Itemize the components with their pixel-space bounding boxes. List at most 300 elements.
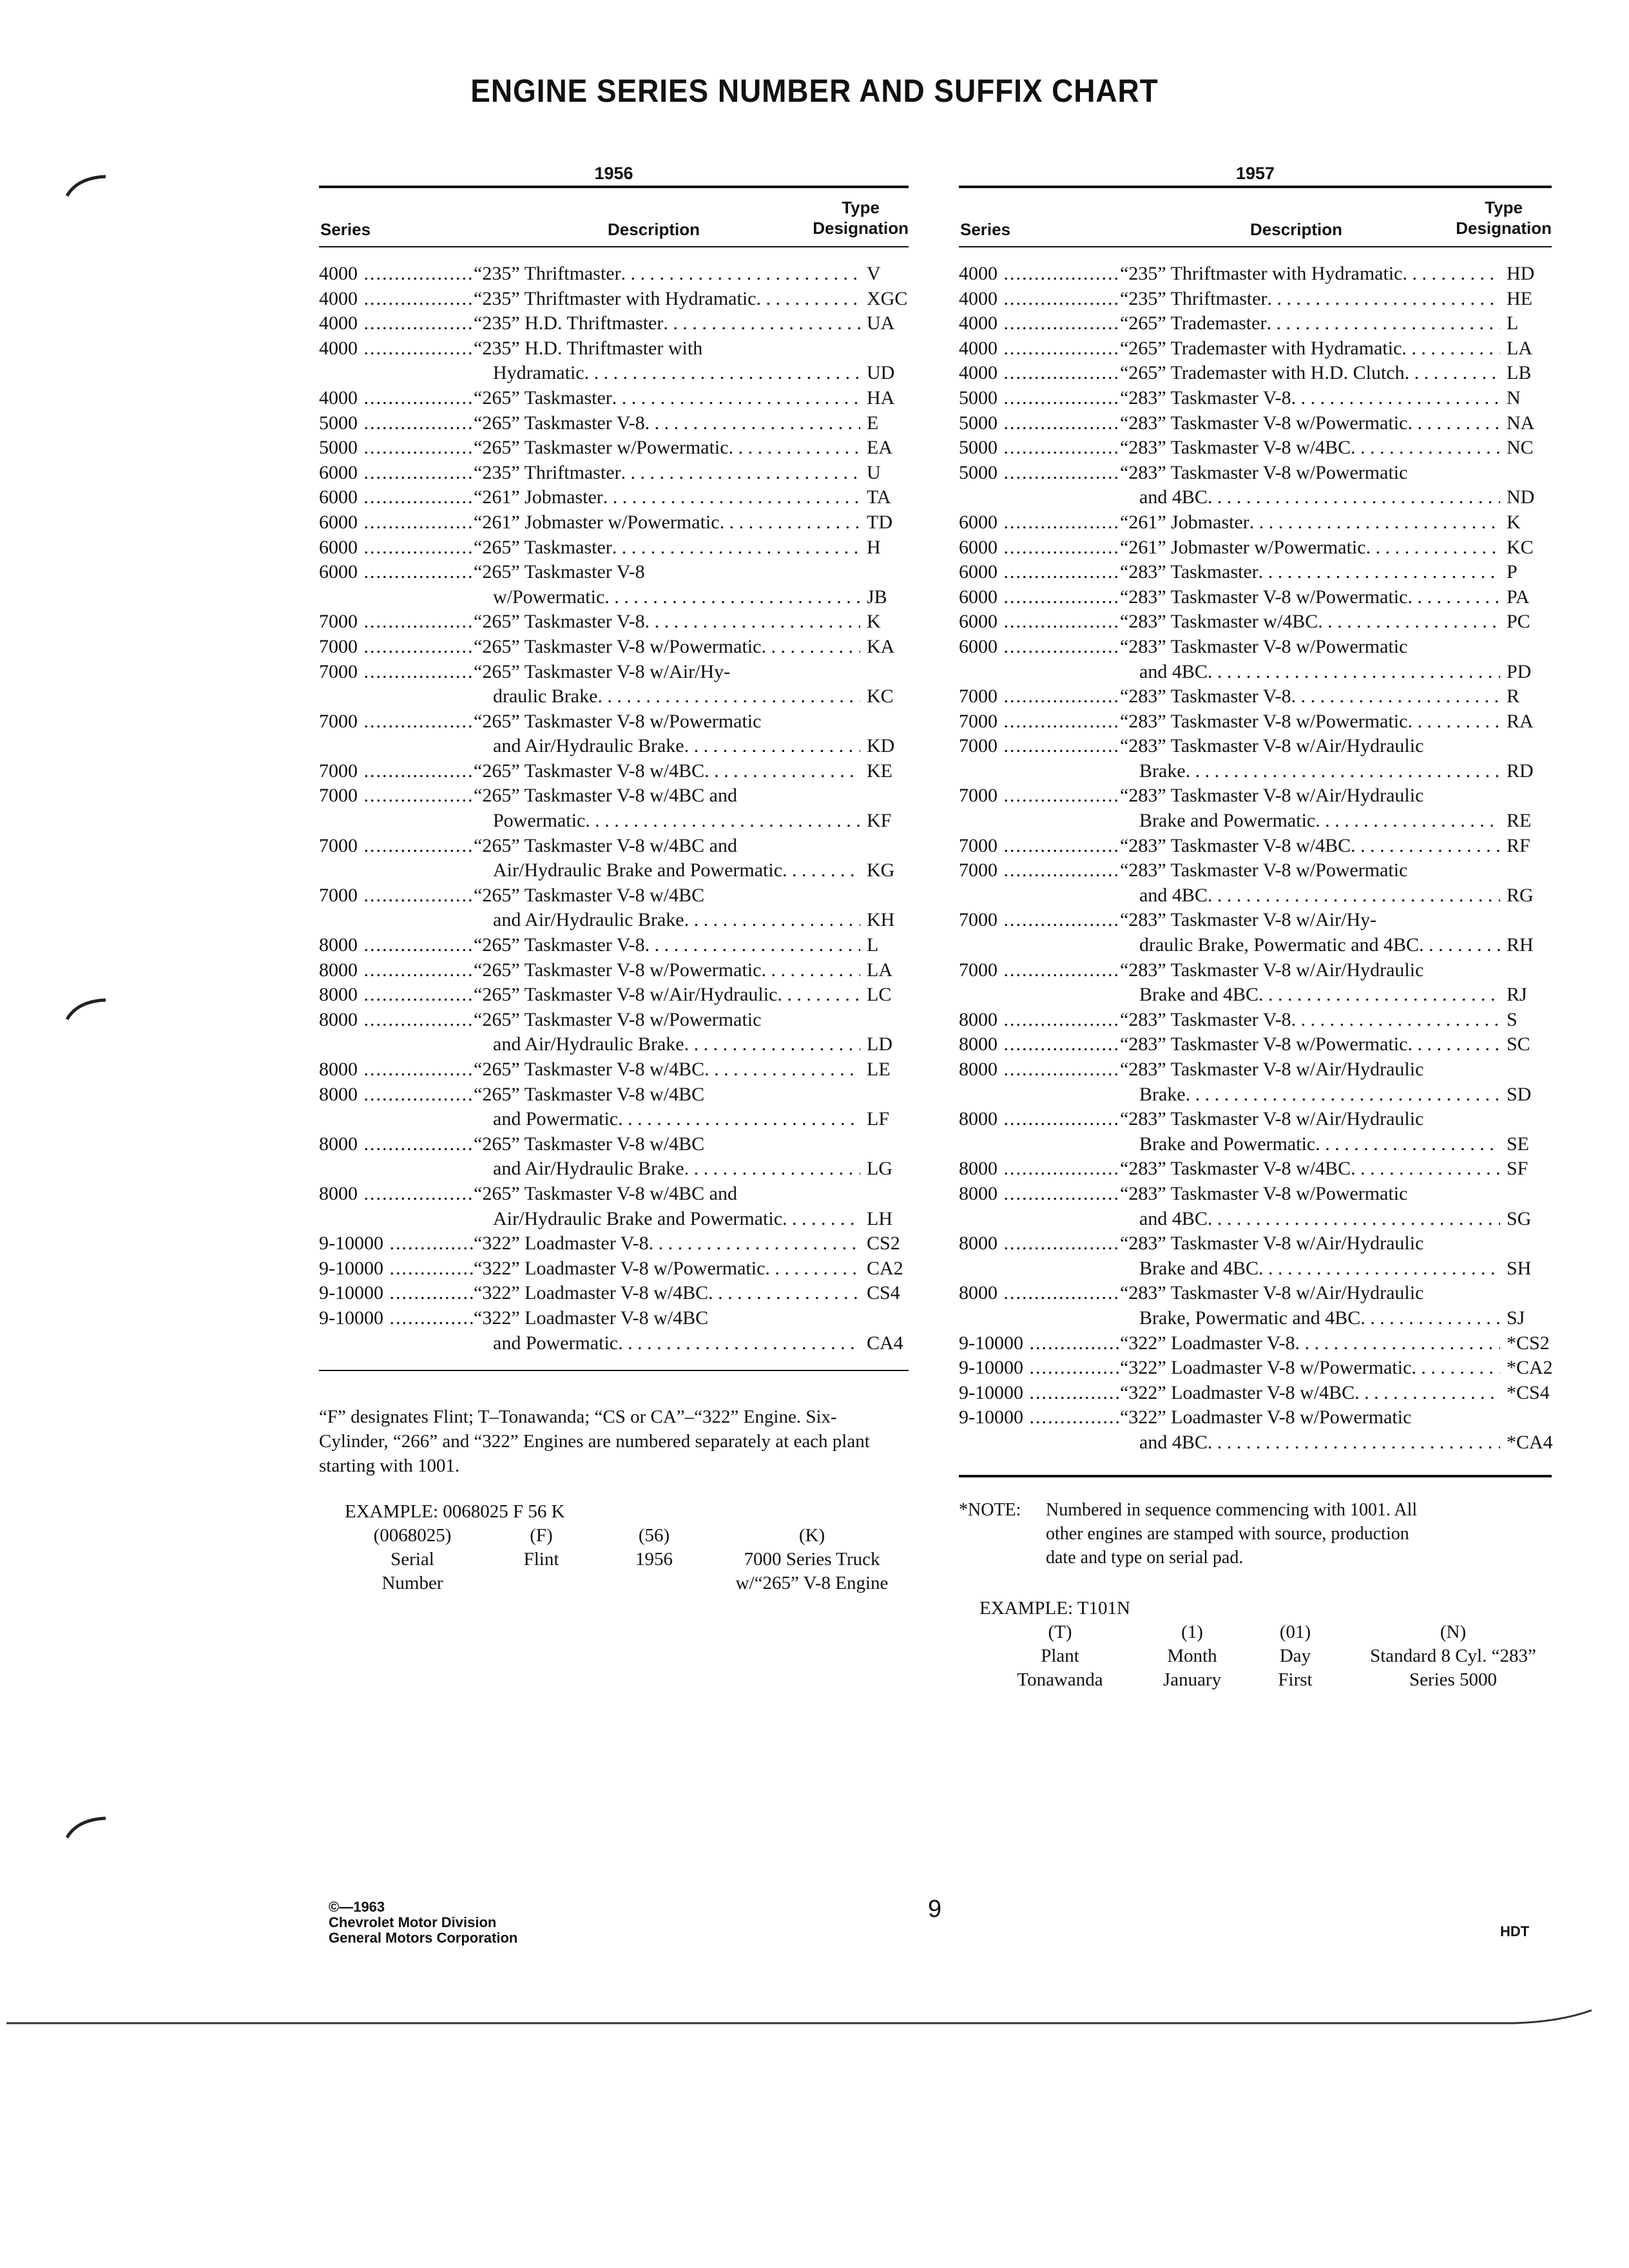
type-designation-cell: RA — [1507, 710, 1534, 732]
description-text: “265” Taskmaster V-8 w/Powermatic — [474, 635, 762, 657]
table-row — [959, 436, 1552, 461]
example-caption: Series 5000 — [1409, 1669, 1498, 1690]
table-row — [319, 983, 909, 1008]
description-text: “265” Taskmaster V-8 w/4BC and — [474, 785, 737, 807]
table-row — [959, 510, 1552, 535]
series-cell: 7000 ..... — [959, 958, 1120, 1008]
series-cell: 6000 ..... — [959, 585, 1120, 610]
description-text: Air/Hydraulic Brake and Powermatic — [493, 1207, 783, 1229]
description-text: “265” Taskmaster — [474, 387, 612, 408]
description-cell — [474, 1256, 860, 1282]
divider — [959, 1475, 1552, 1477]
description-cell — [1120, 287, 1500, 312]
description-text: Brake and Powermatic — [1139, 1133, 1316, 1155]
dot-leader — [1366, 535, 1500, 561]
table-row — [959, 361, 1552, 386]
type-designation-cell: KH — [867, 909, 895, 931]
series-cell: 9-10000 ..... — [959, 1381, 1120, 1406]
footnote-1957 — [959, 1498, 1539, 1570]
description-cell — [474, 461, 860, 486]
series-cell: 4000 ..... — [959, 361, 1120, 386]
description-cell — [474, 311, 860, 336]
header-type: Type Designation — [1456, 198, 1552, 238]
series-cell: 5000 ..... — [959, 386, 1120, 411]
description-cell — [474, 1231, 860, 1256]
dot-leader — [684, 734, 860, 759]
type-designation-cell: K — [1507, 511, 1521, 533]
description-text: “283” Taskmaster V-8 w/4BC — [1120, 1158, 1351, 1180]
series-cell: 7000 ..... — [319, 610, 474, 635]
description-text: and Powermatic — [493, 1108, 619, 1130]
series-cell: 9-10000 ..... — [319, 1281, 474, 1306]
series-cell: 7000 ..... — [319, 660, 474, 709]
note-line: Numbered in sequence commencing with 1001. All — [1046, 1500, 1418, 1520]
type-designation-cell: KC — [867, 686, 894, 707]
example-caption: First — [1278, 1669, 1313, 1690]
type-designation-cell: *CA2 — [1507, 1357, 1553, 1379]
table-row — [959, 560, 1552, 585]
type-designation-cell: UA — [867, 312, 895, 334]
series-cell: 8000 ..... — [319, 1008, 474, 1057]
description-cell — [474, 336, 860, 386]
description-text: “265” Taskmaster V-8 w/4BC — [474, 1133, 705, 1155]
table-row — [959, 535, 1552, 561]
type-designation-cell: SE — [1507, 1133, 1530, 1155]
description-cell — [474, 485, 860, 510]
dot-leader — [1258, 560, 1500, 585]
description-cell — [474, 983, 860, 1008]
dot-leader — [708, 1281, 860, 1306]
description-cell — [1120, 361, 1500, 386]
description-text: “265” Taskmaster V-8 — [474, 934, 645, 956]
description-cell — [1120, 834, 1500, 859]
type-designation-cell: LA — [867, 959, 892, 981]
dot-leader — [1407, 1032, 1500, 1057]
series-cell: 5000 ..... — [959, 411, 1120, 436]
table-row — [319, 461, 909, 486]
example-code: (01) — [1279, 1622, 1311, 1642]
description-text: and 4BC — [1139, 1431, 1208, 1453]
description-cell — [474, 1132, 860, 1182]
type-designation-cell: SH — [1507, 1257, 1532, 1279]
description-cell — [474, 1082, 860, 1132]
description-cell — [1120, 958, 1500, 1008]
series-cell: 6000 ..... — [959, 510, 1120, 535]
table-row — [319, 1281, 909, 1306]
table-row — [959, 734, 1552, 783]
description-cell — [1120, 1331, 1500, 1356]
description-text: “235” H.D. Thriftmaster — [474, 312, 664, 334]
description-cell — [474, 560, 860, 610]
type-designation-cell: KG — [867, 860, 895, 881]
table-row — [319, 336, 909, 386]
table-row — [319, 635, 909, 660]
dot-leader — [684, 908, 860, 933]
dot-leader — [603, 485, 860, 510]
type-designation-cell: L — [867, 934, 879, 956]
type-designation-cell: XGC — [867, 287, 908, 309]
dot-leader — [761, 635, 860, 660]
table-row — [319, 834, 909, 883]
year-heading: 1956 — [594, 164, 633, 183]
description-cell — [1120, 386, 1500, 411]
table-row — [959, 958, 1552, 1008]
table-row — [319, 933, 909, 958]
example-col — [503, 1524, 580, 1571]
dot-leader — [782, 858, 860, 883]
series-cell: 5000 ..... — [319, 436, 474, 461]
table-row — [959, 1057, 1552, 1107]
table-row — [959, 1381, 1552, 1406]
description-cell — [1120, 510, 1500, 535]
description-cell — [1120, 1356, 1500, 1381]
series-cell: 6000 ..... — [959, 560, 1120, 585]
description-text: Brake and 4BC — [1139, 1257, 1258, 1279]
example-code: (1) — [1181, 1622, 1203, 1642]
series-cell: 9-10000 ..... — [959, 1405, 1120, 1455]
dot-leader — [1266, 311, 1500, 336]
type-designation-cell: LG — [867, 1158, 892, 1180]
description-text: and 4BC — [1139, 884, 1208, 906]
description-text: “265” Taskmaster V-8 w/Air/Hy- — [474, 660, 731, 682]
type-designation-cell: *CS4 — [1507, 1381, 1550, 1403]
dot-leader — [1186, 759, 1500, 784]
example-code: (0068025) — [373, 1525, 452, 1546]
series-cell: 7000 ..... — [319, 759, 474, 784]
dot-leader — [618, 1331, 860, 1356]
series-cell: 8000 ..... — [319, 983, 474, 1008]
description-cell — [1120, 585, 1500, 610]
series-cell: 5000 ..... — [319, 411, 474, 436]
description-text: “283” Taskmaster V-8 w/Powermatic — [1120, 635, 1408, 657]
dot-leader — [621, 262, 860, 287]
dot-leader — [704, 759, 860, 784]
description-text: “261” Jobmaster — [1120, 511, 1249, 533]
description-cell — [1120, 635, 1500, 684]
example-caption: 1956 — [635, 1549, 673, 1570]
dot-leader — [1258, 983, 1500, 1008]
example-col — [361, 1524, 464, 1595]
table-row — [959, 1356, 1552, 1381]
table-row — [959, 783, 1552, 833]
dot-leader — [720, 510, 860, 535]
description-text: “283” Taskmaster V-8 w/Air/Hydraulic — [1120, 1282, 1424, 1304]
type-designation-cell: S — [1507, 1008, 1518, 1030]
description-text: “261” Jobmaster w/Powermatic — [474, 511, 720, 533]
dot-leader — [1360, 1306, 1500, 1331]
table-body — [319, 247, 909, 1370]
table-row — [319, 311, 909, 336]
description-text: “265” Taskmaster w/Powermatic — [474, 437, 729, 459]
type-designation-cell: SG — [1507, 1207, 1532, 1229]
series-cell: 9-10000 ..... — [319, 1306, 474, 1356]
dot-leader — [612, 386, 860, 411]
table-1957 — [959, 161, 1552, 1477]
series-cell: 8000 ..... — [319, 1082, 474, 1132]
series-cell: 4000 ..... — [959, 336, 1120, 361]
description-text: “283” Taskmaster V-8 w/Air/Hydraulic — [1120, 785, 1424, 807]
type-designation-cell: RG — [1507, 884, 1534, 906]
description-text: Brake — [1139, 1083, 1186, 1105]
description-text: w/Powermatic — [493, 586, 605, 608]
page-number: 9 — [928, 1896, 942, 1923]
description-text: “283” Taskmaster V-8 w/Air/Hydraulic — [1120, 959, 1424, 981]
type-designation-cell: LF — [867, 1108, 890, 1130]
series-cell: 7000 ..... — [959, 684, 1120, 709]
table-row — [319, 660, 909, 709]
binder-hole-mark-bottom — [64, 1811, 110, 1843]
description-cell — [474, 1008, 860, 1057]
dot-leader — [1208, 660, 1500, 685]
table-row — [319, 485, 909, 510]
description-cell — [1120, 1107, 1500, 1157]
type-designation-cell: SD — [1507, 1083, 1532, 1105]
description-cell — [1120, 262, 1500, 287]
series-cell: 4000 ..... — [319, 287, 474, 312]
table-row — [959, 834, 1552, 859]
description-cell — [1120, 336, 1500, 361]
description-text: “265” Taskmaster V-8 w/4BC and — [474, 834, 737, 856]
example-caption: Plant — [1041, 1646, 1079, 1666]
description-cell — [474, 436, 860, 461]
type-designation-cell: RD — [1507, 760, 1534, 782]
header-description: Description — [608, 220, 700, 239]
description-text: “265” Taskmaster V-8 w/Air/Hydraulic — [474, 984, 778, 1006]
description-text: “283” Taskmaster V-8 w/Powermatic — [1120, 461, 1408, 483]
type-designation-cell: CS2 — [867, 1233, 900, 1254]
series-cell: 9-10000 ..... — [959, 1331, 1120, 1356]
description-cell — [474, 386, 860, 411]
example-col — [619, 1524, 689, 1571]
dot-leader — [1249, 510, 1500, 535]
description-text: “265” Taskmaster V-8 — [474, 412, 645, 434]
series-cell: 6000 ..... — [319, 485, 474, 510]
description-text: Brake and 4BC — [1139, 984, 1258, 1006]
series-cell: 4000 ..... — [319, 386, 474, 411]
type-designation-cell: KA — [867, 635, 895, 657]
description-cell — [1120, 1057, 1500, 1107]
description-cell — [1120, 535, 1500, 561]
description-text: “265” Taskmaster — [474, 536, 612, 558]
type-designation-cell: KF — [867, 810, 892, 832]
type-designation-cell: SC — [1507, 1033, 1530, 1055]
description-text: “322” Loadmaster V-8 w/4BC — [1120, 1381, 1355, 1403]
table-row — [319, 1306, 909, 1356]
description-text: “283” Taskmaster V-8 w/Air/Hydraulic — [1120, 1233, 1424, 1254]
series-cell: 7000 ..... — [959, 834, 1120, 859]
dot-leader — [585, 809, 860, 834]
table-header — [959, 188, 1552, 246]
description-cell — [1120, 1182, 1500, 1231]
type-designation-cell: LH — [867, 1207, 892, 1229]
description-text: “283” Taskmaster V-8 w/Air/Hydraulic — [1120, 1108, 1424, 1130]
table-row — [959, 1008, 1552, 1033]
example-label: EXAMPLE: 0068025 F 56 K — [345, 1501, 565, 1522]
description-cell — [1120, 311, 1500, 336]
description-cell — [474, 660, 860, 709]
table-1956 — [319, 161, 909, 1371]
dot-leader — [765, 1256, 860, 1282]
type-designation-cell: HD — [1507, 263, 1535, 284]
series-cell: 7000 ..... — [959, 709, 1120, 735]
table-row — [959, 1331, 1552, 1356]
dot-leader — [1354, 1381, 1500, 1406]
description-cell — [474, 933, 860, 958]
description-cell — [474, 1057, 860, 1082]
table-row — [959, 461, 1552, 510]
copyright-line: Chevrolet Motor Division — [329, 1914, 497, 1930]
type-designation-cell: LA — [1507, 337, 1532, 359]
table-row — [959, 1182, 1552, 1231]
series-cell: 6000 ..... — [319, 535, 474, 561]
example-code: (N) — [1440, 1622, 1467, 1642]
description-text: “235” Thriftmaster — [474, 263, 621, 284]
description-cell — [1120, 709, 1500, 735]
series-cell: 5000 ..... — [959, 436, 1120, 461]
type-designation-cell: KE — [867, 760, 892, 782]
description-cell — [1120, 1157, 1500, 1182]
description-text: draulic Brake — [493, 686, 598, 707]
description-text: “283” Taskmaster — [1120, 561, 1258, 583]
dot-leader — [756, 287, 860, 312]
description-cell — [474, 411, 860, 436]
type-designation-cell: HA — [867, 387, 895, 408]
description-text: “283” Taskmaster V-8 w/Air/Hy- — [1120, 909, 1377, 931]
series-cell: 8000 ..... — [319, 1057, 474, 1082]
type-designation-cell: TD — [867, 511, 892, 533]
series-cell: 5000 ..... — [959, 461, 1120, 510]
dot-leader — [1208, 1207, 1500, 1232]
table-row — [959, 287, 1552, 312]
description-cell — [1120, 1032, 1500, 1057]
table-row — [319, 709, 909, 759]
type-designation-cell: RH — [1507, 934, 1534, 956]
description-text: “283” Taskmaster V-8 w/Powermatic — [1120, 1033, 1408, 1055]
dot-leader — [645, 411, 860, 436]
table-row — [959, 311, 1552, 336]
example-1956 — [345, 1500, 925, 1524]
divider — [319, 1370, 909, 1371]
series-cell: 8000 ..... — [959, 1281, 1120, 1331]
type-designation-cell: EA — [867, 437, 892, 459]
example-col — [1257, 1620, 1334, 1692]
description-text: “265” Taskmaster V-8 w/4BC — [474, 1083, 705, 1105]
description-cell — [1120, 610, 1500, 635]
description-cell — [1120, 560, 1500, 585]
type-designation-cell: RJ — [1507, 984, 1527, 1006]
table-row — [959, 610, 1552, 635]
table-row — [319, 386, 909, 411]
dot-leader — [645, 610, 860, 635]
description-text: “283” Taskmaster V-8 w/4BC — [1120, 437, 1351, 459]
table-row — [319, 1082, 909, 1132]
table-row — [319, 1057, 909, 1082]
dot-leader — [1315, 809, 1500, 834]
description-cell — [474, 834, 860, 883]
dot-leader — [612, 535, 860, 561]
dot-leader — [1351, 834, 1500, 859]
description-text: Hydramatic — [493, 362, 584, 384]
description-text: Brake and Powermatic — [1139, 810, 1316, 832]
table-row — [319, 610, 909, 635]
dot-leader — [684, 1157, 860, 1182]
dot-leader — [1407, 585, 1500, 610]
description-text: Powermatic — [493, 810, 586, 832]
table-row — [319, 958, 909, 983]
description-text: “322” Loadmaster V-8 w/Powermatic — [474, 1257, 766, 1279]
dot-leader — [1291, 1008, 1500, 1033]
description-cell — [474, 535, 860, 561]
description-cell — [474, 1306, 860, 1356]
table-row — [319, 262, 909, 287]
table-row — [319, 1132, 909, 1182]
description-text: “283” Taskmaster w/4BC — [1120, 611, 1318, 633]
series-cell: 8000 ..... — [319, 1182, 474, 1231]
binder-hole-mark-top — [64, 169, 110, 201]
type-designation-cell: LE — [867, 1059, 891, 1080]
description-text: “235” Thriftmaster — [474, 461, 621, 483]
description-text: Air/Hydraulic Brake and Powermatic — [493, 860, 783, 881]
dot-leader — [1268, 287, 1500, 312]
example-col — [1347, 1620, 1559, 1692]
series-cell: 6000 ..... — [959, 635, 1120, 684]
table-row — [319, 535, 909, 561]
description-text: “283” Taskmaster V-8 w/Powermatic — [1120, 710, 1408, 732]
description-cell — [1120, 461, 1500, 510]
type-designation-cell: K — [867, 611, 881, 633]
series-cell: 8000 ..... — [319, 933, 474, 958]
header-description: Description — [1250, 220, 1343, 239]
example-code: (F) — [530, 1525, 553, 1546]
example-caption: Flint — [523, 1549, 559, 1570]
description-text: “235” Thriftmaster with Hydramatic — [1120, 263, 1403, 284]
description-text: Brake — [1139, 760, 1186, 782]
series-cell: 7000 ..... — [959, 783, 1120, 833]
copyright-notice — [329, 1899, 517, 1946]
series-cell: 7000 ..... — [959, 734, 1120, 783]
series-cell: 4000 ..... — [959, 262, 1120, 287]
page-edge-line — [0, 1997, 1629, 2036]
description-text: “283” Taskmaster V-8 — [1120, 387, 1291, 408]
dot-leader — [1318, 610, 1500, 635]
table-row — [319, 1182, 909, 1231]
series-cell: 8000 ..... — [959, 1057, 1120, 1107]
table-body — [959, 247, 1552, 1470]
example-caption: 7000 Series Truck — [744, 1549, 880, 1570]
type-designation-cell: NA — [1507, 412, 1535, 434]
table-row — [959, 411, 1552, 436]
description-cell — [1120, 734, 1500, 783]
type-designation-cell: R — [1507, 686, 1520, 707]
example-code: (56) — [638, 1525, 670, 1546]
table-row — [319, 411, 909, 436]
dot-leader — [1295, 1331, 1500, 1356]
description-text: “283” Taskmaster V-8 w/Powermatic — [1120, 412, 1408, 434]
description-cell — [1120, 1008, 1500, 1033]
dot-leader — [663, 311, 860, 336]
table-row — [319, 1231, 909, 1256]
table-row — [959, 386, 1552, 411]
dot-leader — [684, 1032, 860, 1057]
series-cell: 7000 ..... — [319, 783, 474, 833]
document-code: HDT — [1500, 1923, 1530, 1939]
description-text: “322” Loadmaster V-8 — [474, 1233, 649, 1254]
table-row — [959, 1405, 1552, 1455]
description-text: “283” Taskmaster V-8 w/4BC — [1120, 834, 1351, 856]
table-row — [959, 585, 1552, 610]
description-text: “265” Taskmaster V-8 w/4BC — [474, 760, 705, 782]
table-row — [319, 287, 909, 312]
